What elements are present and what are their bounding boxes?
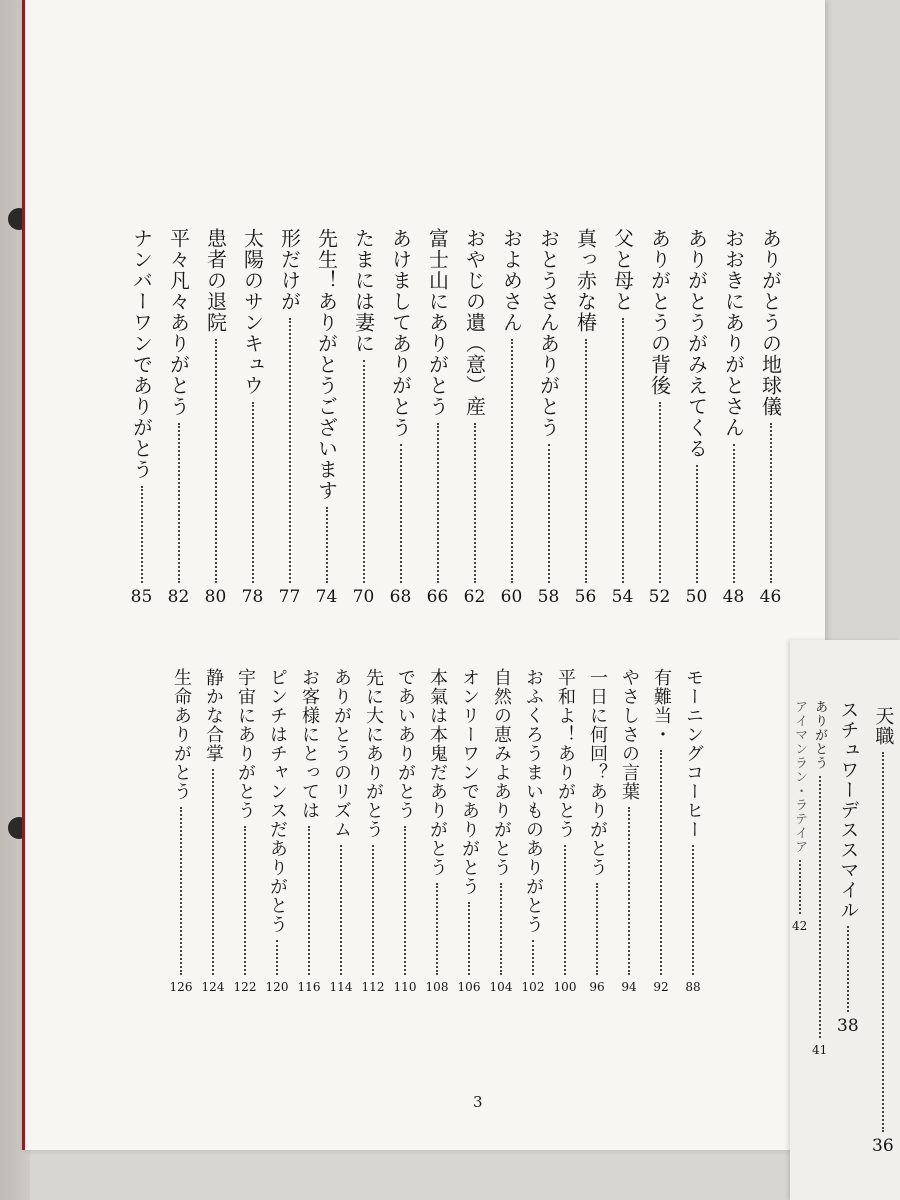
dot-leader — [564, 845, 566, 975]
dot-leader — [252, 402, 254, 583]
toc-entry — [271, 228, 308, 606]
toc-entry — [641, 228, 678, 606]
toc-entry — [792, 700, 807, 932]
dot-leader — [340, 845, 342, 975]
toc-entry-title: 富士山にありがとう — [425, 228, 450, 417]
toc-entry — [453, 668, 485, 993]
dot-leader — [532, 940, 534, 975]
toc-entry-page: 36 — [872, 1136, 894, 1156]
dot-leader — [622, 318, 624, 583]
toc-entry — [645, 668, 677, 993]
dot-leader — [548, 444, 550, 583]
dot-leader — [276, 940, 278, 975]
toc-entry — [160, 228, 197, 606]
dot-leader — [585, 339, 587, 583]
toc-entry-page: 126 — [169, 980, 193, 994]
toc-entry-title: アイマンラン・ラテイア — [792, 700, 808, 854]
toc-entry-page: 124 — [201, 980, 225, 994]
dot-leader — [468, 902, 470, 975]
toc-entry — [229, 668, 261, 993]
toc-entry — [197, 228, 234, 606]
toc-entry-page: 41 — [812, 1043, 828, 1057]
toc-entry-title: お客様にとっては — [299, 668, 320, 820]
toc-entry — [293, 668, 325, 993]
toc-entry-title: 先生！ありがとうございます — [314, 228, 339, 501]
toc-entry — [812, 700, 827, 1056]
toc-entry — [345, 228, 382, 606]
toc-entry-title: およめさん — [499, 228, 524, 333]
toc-entry-title: 自然の恵みよありがとう — [491, 668, 512, 877]
toc-entry-page: 114 — [329, 980, 353, 994]
toc-entry-page: 104 — [489, 980, 513, 994]
toc-entry — [715, 228, 752, 606]
toc-entry — [261, 668, 293, 993]
toc-entry-title: ありがとう — [812, 700, 828, 770]
toc-entry-page: 52 — [648, 587, 671, 607]
toc-entry-title: 真っ赤な椿 — [573, 228, 598, 333]
dot-leader — [882, 752, 884, 1132]
adjacent-page — [790, 640, 900, 1200]
toc-entry-page: 120 — [265, 980, 289, 994]
toc-entry-title: おとうさんありがとう — [536, 228, 561, 438]
toc-entry — [419, 228, 456, 606]
toc-entry-title: ありがとうのリズム — [331, 668, 352, 839]
toc-entry-title: ありがとうがみえてくる — [684, 228, 709, 459]
toc-entry-page: 116 — [297, 980, 321, 994]
toc-entry-title: 太陽のサンキュウ — [240, 228, 265, 396]
toc-entry — [567, 228, 604, 606]
toc-entry — [581, 668, 613, 993]
toc-entry-page: 56 — [574, 587, 597, 607]
toc-entry-title: であいありがとう — [395, 668, 416, 820]
toc-entry-page: 62 — [463, 587, 486, 607]
dot-leader — [289, 318, 291, 583]
dot-leader — [692, 845, 694, 975]
dot-leader — [474, 423, 476, 583]
toc-entry-title: あけましてありがとう — [388, 228, 413, 438]
dot-leader — [363, 360, 365, 583]
dot-leader — [372, 845, 374, 975]
toc-entry-page: 88 — [685, 980, 701, 994]
toc-entry — [382, 228, 419, 606]
toc-entry-page: 42 — [792, 919, 808, 933]
toc-entry-title: たまには妻に — [351, 228, 376, 354]
dot-leader — [141, 486, 143, 583]
dot-leader — [437, 423, 439, 583]
toc-entry-page: 82 — [167, 587, 190, 607]
toc-entry-title: 平々凡々ありがとう — [166, 228, 191, 417]
toc-entry-title: オンリーワンでありがとう — [459, 668, 480, 896]
toc-entry-page: 58 — [537, 587, 560, 607]
toc-entry-title: スチュワーデススマイル — [837, 700, 860, 920]
toc-entry — [677, 668, 709, 993]
toc-entry — [357, 668, 389, 993]
toc-entry-page: 54 — [611, 587, 634, 607]
toc-entry-page: 106 — [457, 980, 481, 994]
dot-leader — [308, 826, 310, 975]
dot-leader — [770, 423, 772, 583]
toc-entry-title: 患者の退院 — [203, 228, 228, 333]
toc-entry-page: 60 — [500, 587, 523, 607]
dot-leader — [326, 507, 328, 583]
dot-leader — [733, 444, 735, 583]
toc-entry — [530, 228, 567, 606]
dot-leader — [819, 776, 821, 1038]
page-folio: 3 — [473, 1093, 483, 1111]
toc-entry — [234, 228, 271, 606]
toc-entry-title: おおきにありがとさん — [721, 228, 746, 438]
toc-entry-title: 平和よ！ありがとう — [555, 668, 576, 839]
toc-entry-title: 有難当・ — [651, 668, 672, 744]
dot-leader — [178, 423, 180, 583]
toc-section-top — [123, 228, 789, 606]
toc-entry-page: 122 — [233, 980, 257, 994]
dot-leader — [847, 926, 849, 1012]
toc-entry — [678, 228, 715, 606]
toc-entry-page: 78 — [241, 587, 264, 607]
toc-entry-page: 46 — [759, 587, 782, 607]
toc-entry-title: 先に大にありがとう — [363, 668, 384, 839]
toc-entry-page: 48 — [722, 587, 745, 607]
dot-leader — [660, 750, 662, 975]
toc-entry — [549, 668, 581, 993]
toc-entry — [872, 706, 894, 1155]
toc-entry-title: ナンバーワンでありがとう — [129, 228, 154, 480]
toc-entry — [389, 668, 421, 993]
dot-leader — [628, 807, 630, 975]
dot-leader — [659, 402, 661, 583]
toc-page — [22, 0, 828, 1150]
toc-entry — [485, 668, 517, 993]
toc-entry-page: 80 — [204, 587, 227, 607]
dot-leader — [596, 883, 598, 975]
toc-entry-title: 本氣は本鬼だありがとう — [427, 668, 448, 877]
dot-leader — [215, 339, 217, 583]
toc-entry-title: 父と母と — [610, 228, 635, 312]
dot-leader — [212, 769, 214, 975]
toc-entry-title: やさしさの言葉 — [619, 668, 640, 801]
toc-entry-page: 102 — [521, 980, 545, 994]
toc-entry-title: ありがとうの地球儀 — [758, 228, 783, 417]
toc-entry-page: 100 — [553, 980, 577, 994]
dot-leader — [400, 444, 402, 583]
toc-entry-title: 一日に何回？ありがとう — [587, 668, 608, 877]
toc-section-bottom — [165, 668, 709, 993]
dot-leader — [696, 465, 698, 583]
toc-entry-page: 38 — [837, 1016, 859, 1036]
toc-entry-title: モーニングコーヒー — [683, 668, 704, 839]
toc-entry-page: 66 — [426, 587, 449, 607]
toc-entry-page: 74 — [315, 587, 338, 607]
toc-entry — [308, 228, 345, 606]
dot-leader — [799, 860, 801, 914]
toc-entry-title: 宇宙にありがとう — [235, 668, 256, 820]
toc-entry-title: おやじの遺（意）産 — [462, 228, 487, 417]
toc-entry-title: 静かな合掌 — [203, 668, 224, 763]
toc-entry-page: 68 — [389, 587, 412, 607]
toc-entry-title: ピンチはチャンスだありがとう — [267, 668, 288, 934]
toc-entry-page: 70 — [352, 587, 375, 607]
toc-entry-page: 112 — [361, 980, 385, 994]
toc-entry — [421, 668, 453, 993]
toc-entry-title: 天職 — [872, 706, 895, 746]
toc-entry-page: 85 — [130, 587, 153, 607]
dot-leader — [180, 807, 182, 975]
dot-leader — [511, 339, 513, 583]
toc-entry — [325, 668, 357, 993]
toc-entry-page: 108 — [425, 980, 449, 994]
toc-entry — [456, 228, 493, 606]
dot-leader — [244, 826, 246, 975]
dot-leader — [404, 826, 406, 975]
toc-entry-title: ありがとうの背後 — [647, 228, 672, 396]
toc-entry-page: 110 — [393, 980, 417, 994]
toc-entry — [604, 228, 641, 606]
toc-entry — [752, 228, 789, 606]
dot-leader — [436, 883, 438, 975]
toc-entry — [197, 668, 229, 993]
toc-entry — [165, 668, 197, 993]
toc-entry-page: 50 — [685, 587, 708, 607]
toc-entry-title: 生命ありがとう — [171, 668, 192, 801]
toc-entry-title: おふくろうまいものありがとう — [523, 668, 544, 934]
toc-entry-page: 96 — [589, 980, 605, 994]
dot-leader — [500, 883, 502, 975]
toc-entry — [837, 700, 859, 1035]
toc-entry-title: 形だけが — [277, 228, 302, 312]
toc-entry — [613, 668, 645, 993]
toc-entry-page: 77 — [278, 587, 301, 607]
toc-entry-page: 92 — [653, 980, 669, 994]
toc-entry — [123, 228, 160, 606]
toc-entry — [517, 668, 549, 993]
toc-entry-page: 94 — [621, 980, 637, 994]
toc-entry — [493, 228, 530, 606]
